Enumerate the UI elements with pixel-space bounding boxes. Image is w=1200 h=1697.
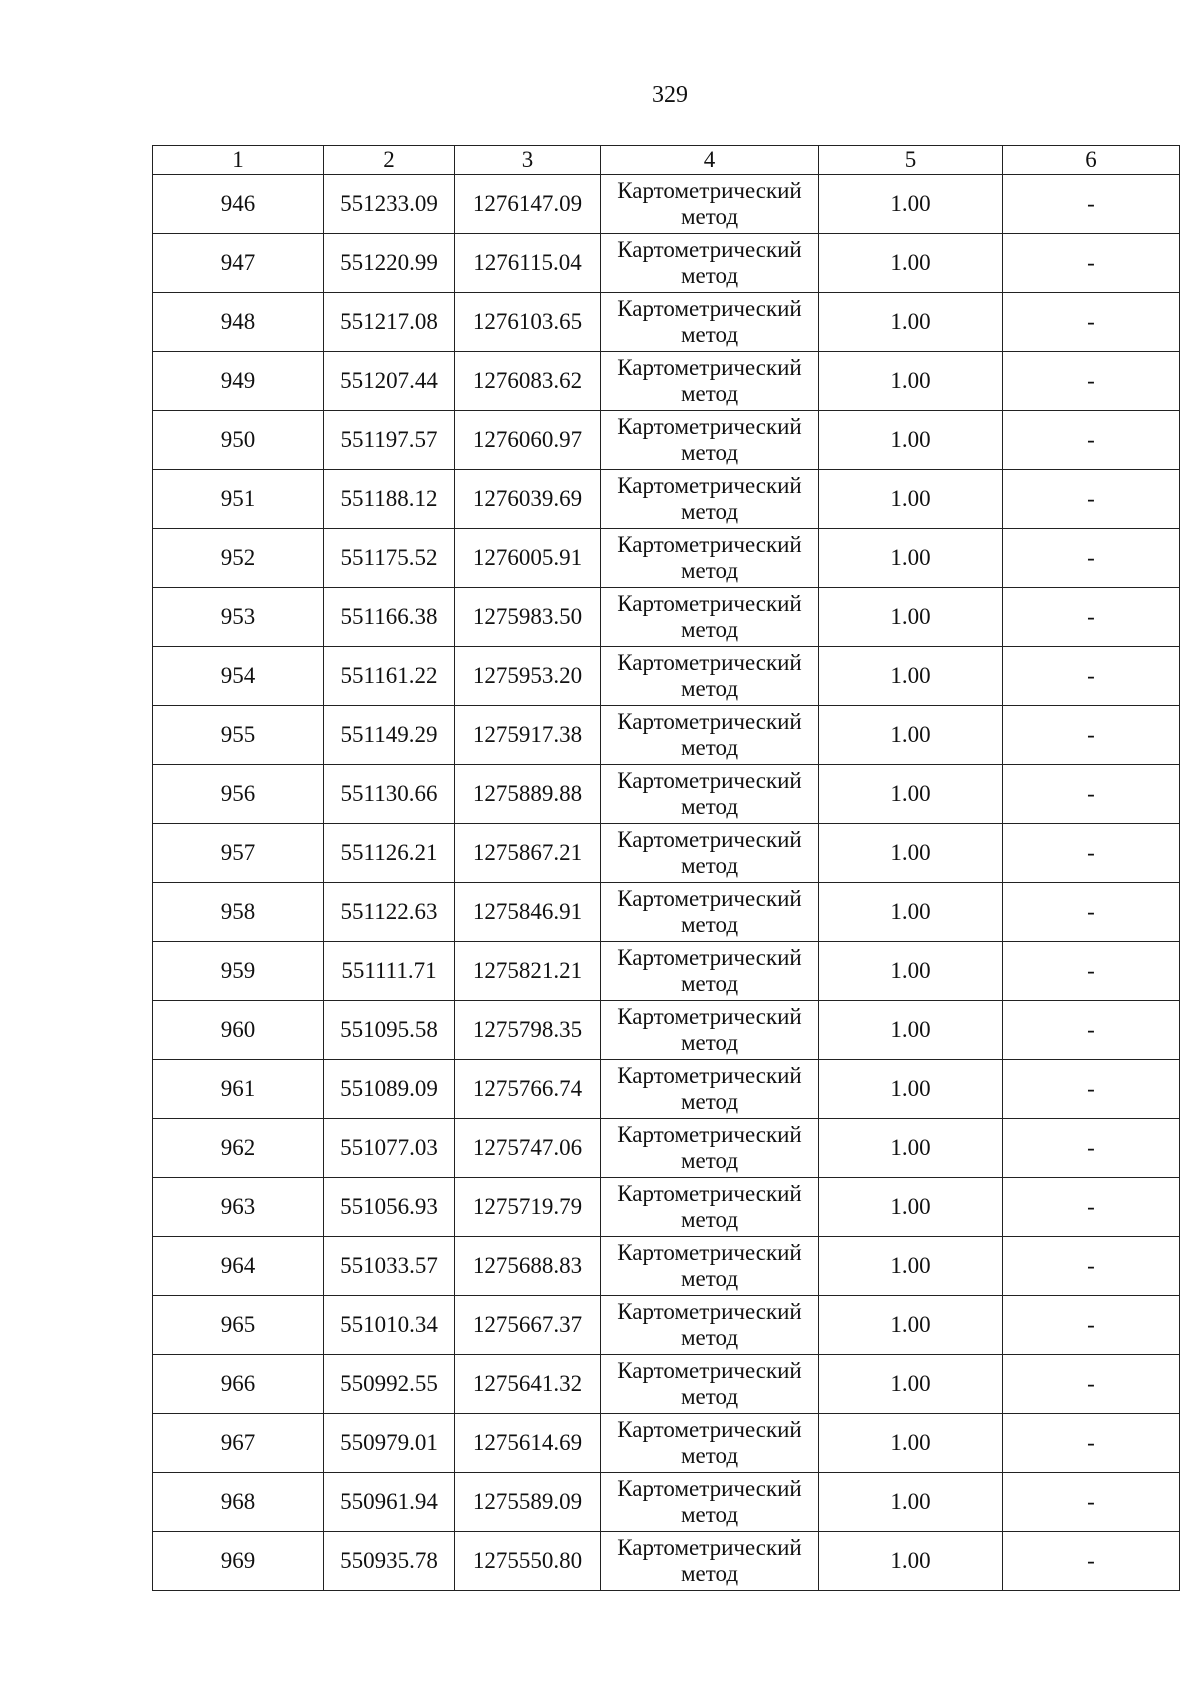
method-line-2: метод bbox=[680, 558, 739, 583]
method-line-2: метод bbox=[680, 1266, 739, 1291]
method-cell bbox=[601, 1060, 819, 1119]
table-row bbox=[153, 1060, 1180, 1119]
x-coordinate-cell: 550935.78 bbox=[324, 1532, 455, 1591]
accuracy-cell: 1.00 bbox=[819, 411, 1003, 470]
y-coordinate-cell: 1275641.32 bbox=[455, 1355, 601, 1414]
y-coordinate-cell: 1275550.80 bbox=[455, 1532, 601, 1591]
x-coordinate-cell: 551175.52 bbox=[324, 529, 455, 588]
point-number-cell: 967 bbox=[153, 1414, 324, 1473]
method-line-1: Картометрический bbox=[617, 1122, 802, 1147]
y-coordinate-cell: 1276039.69 bbox=[455, 470, 601, 529]
method-cell bbox=[601, 824, 819, 883]
y-coordinate-cell: 1275747.06 bbox=[455, 1119, 601, 1178]
table-header-row bbox=[153, 146, 1180, 175]
method-line-1: Картометрический bbox=[617, 237, 802, 262]
description-cell: - bbox=[1003, 1532, 1180, 1591]
point-number-cell: 955 bbox=[153, 706, 324, 765]
y-coordinate-cell: 1276147.09 bbox=[455, 175, 601, 234]
y-coordinate-cell: 1275589.09 bbox=[455, 1473, 601, 1532]
point-number-cell: 950 bbox=[153, 411, 324, 470]
method-line-2: метод bbox=[680, 853, 739, 878]
method-cell bbox=[601, 1237, 819, 1296]
method-cell bbox=[601, 765, 819, 824]
method-cell bbox=[601, 1532, 819, 1591]
x-coordinate-cell: 551233.09 bbox=[324, 175, 455, 234]
x-coordinate-cell: 551217.08 bbox=[324, 293, 455, 352]
x-coordinate-cell: 551095.58 bbox=[324, 1001, 455, 1060]
x-coordinate-cell: 551056.93 bbox=[324, 1178, 455, 1237]
method-cell bbox=[601, 1119, 819, 1178]
description-cell: - bbox=[1003, 1473, 1180, 1532]
point-number-cell: 951 bbox=[153, 470, 324, 529]
table-row bbox=[153, 470, 1180, 529]
description-cell: - bbox=[1003, 411, 1180, 470]
accuracy-cell: 1.00 bbox=[819, 647, 1003, 706]
point-number-cell: 952 bbox=[153, 529, 324, 588]
accuracy-cell: 1.00 bbox=[819, 1532, 1003, 1591]
method-line-1: Картометрический bbox=[617, 1240, 802, 1265]
method-line-1: Картометрический bbox=[617, 650, 802, 675]
point-number-cell: 957 bbox=[153, 824, 324, 883]
description-cell: - bbox=[1003, 1296, 1180, 1355]
table-row bbox=[153, 1001, 1180, 1060]
method-cell bbox=[601, 352, 819, 411]
x-coordinate-cell: 551166.38 bbox=[324, 588, 455, 647]
y-coordinate-cell: 1275846.91 bbox=[455, 883, 601, 942]
table-row bbox=[153, 883, 1180, 942]
method-cell bbox=[601, 883, 819, 942]
method-line-1: Картометрический bbox=[617, 296, 802, 321]
method-line-1: Картометрический bbox=[617, 1181, 802, 1206]
description-cell: - bbox=[1003, 1001, 1180, 1060]
table-row bbox=[153, 765, 1180, 824]
description-cell: - bbox=[1003, 1060, 1180, 1119]
method-line-1: Картометрический bbox=[617, 709, 802, 734]
column-header-6: 6 bbox=[1003, 146, 1180, 175]
description-cell: - bbox=[1003, 529, 1180, 588]
accuracy-cell: 1.00 bbox=[819, 1001, 1003, 1060]
method-cell bbox=[601, 1473, 819, 1532]
y-coordinate-cell: 1275821.21 bbox=[455, 942, 601, 1001]
table-row bbox=[153, 1414, 1180, 1473]
x-coordinate-cell: 550979.01 bbox=[324, 1414, 455, 1473]
table-row bbox=[153, 1355, 1180, 1414]
method-line-1: Картометрический bbox=[617, 1476, 802, 1501]
method-line-2: метод bbox=[680, 676, 739, 701]
description-cell: - bbox=[1003, 234, 1180, 293]
method-line-2: метод bbox=[680, 1325, 739, 1350]
x-coordinate-cell: 551077.03 bbox=[324, 1119, 455, 1178]
method-line-1: Картометрический bbox=[617, 473, 802, 498]
method-line-1: Картометрический bbox=[617, 1535, 802, 1560]
method-line-2: метод bbox=[680, 912, 739, 937]
x-coordinate-cell: 551089.09 bbox=[324, 1060, 455, 1119]
column-header-4: 4 bbox=[601, 146, 819, 175]
point-number-cell: 968 bbox=[153, 1473, 324, 1532]
accuracy-cell: 1.00 bbox=[819, 1178, 1003, 1237]
method-cell bbox=[601, 529, 819, 588]
method-cell bbox=[601, 1178, 819, 1237]
x-coordinate-cell: 551130.66 bbox=[324, 765, 455, 824]
accuracy-cell: 1.00 bbox=[819, 352, 1003, 411]
method-line-1: Картометрический bbox=[617, 886, 802, 911]
method-line-1: Картометрический bbox=[617, 827, 802, 852]
method-cell bbox=[601, 175, 819, 234]
point-number-cell: 963 bbox=[153, 1178, 324, 1237]
x-coordinate-cell: 551207.44 bbox=[324, 352, 455, 411]
point-number-cell: 949 bbox=[153, 352, 324, 411]
x-coordinate-cell: 551161.22 bbox=[324, 647, 455, 706]
table-row bbox=[153, 411, 1180, 470]
method-line-2: метод bbox=[680, 1148, 739, 1173]
method-cell bbox=[601, 1414, 819, 1473]
method-line-2: метод bbox=[680, 735, 739, 760]
table-row bbox=[153, 1119, 1180, 1178]
table-row bbox=[153, 1473, 1180, 1532]
accuracy-cell: 1.00 bbox=[819, 1237, 1003, 1296]
table-row bbox=[153, 529, 1180, 588]
accuracy-cell: 1.00 bbox=[819, 529, 1003, 588]
y-coordinate-cell: 1275917.38 bbox=[455, 706, 601, 765]
x-coordinate-cell: 551033.57 bbox=[324, 1237, 455, 1296]
method-line-2: метод bbox=[680, 794, 739, 819]
description-cell: - bbox=[1003, 942, 1180, 1001]
description-cell: - bbox=[1003, 470, 1180, 529]
y-coordinate-cell: 1276060.97 bbox=[455, 411, 601, 470]
method-line-1: Картометрический bbox=[617, 1299, 802, 1324]
accuracy-cell: 1.00 bbox=[819, 293, 1003, 352]
method-line-1: Картометрический bbox=[617, 1417, 802, 1442]
description-cell: - bbox=[1003, 824, 1180, 883]
point-number-cell: 959 bbox=[153, 942, 324, 1001]
description-cell: - bbox=[1003, 588, 1180, 647]
accuracy-cell: 1.00 bbox=[819, 1473, 1003, 1532]
column-header-5: 5 bbox=[819, 146, 1003, 175]
method-line-1: Картометрический bbox=[617, 355, 802, 380]
point-number-cell: 948 bbox=[153, 293, 324, 352]
point-number-cell: 954 bbox=[153, 647, 324, 706]
table-row bbox=[153, 1532, 1180, 1591]
table-row bbox=[153, 175, 1180, 234]
accuracy-cell: 1.00 bbox=[819, 1355, 1003, 1414]
point-number-cell: 966 bbox=[153, 1355, 324, 1414]
description-cell: - bbox=[1003, 706, 1180, 765]
description-cell: - bbox=[1003, 175, 1180, 234]
x-coordinate-cell: 551010.34 bbox=[324, 1296, 455, 1355]
description-cell: - bbox=[1003, 352, 1180, 411]
x-coordinate-cell: 551126.21 bbox=[324, 824, 455, 883]
description-cell: - bbox=[1003, 1355, 1180, 1414]
point-number-cell: 962 bbox=[153, 1119, 324, 1178]
table-row bbox=[153, 706, 1180, 765]
method-line-2: метод bbox=[680, 1089, 739, 1114]
table-row bbox=[153, 293, 1180, 352]
table-row bbox=[153, 942, 1180, 1001]
method-line-2: метод bbox=[680, 322, 739, 347]
method-line-2: метод bbox=[680, 1561, 739, 1586]
method-line-1: Картометрический bbox=[617, 178, 802, 203]
method-cell bbox=[601, 470, 819, 529]
point-number-cell: 961 bbox=[153, 1060, 324, 1119]
point-number-cell: 947 bbox=[153, 234, 324, 293]
table-body bbox=[153, 175, 1180, 1591]
accuracy-cell: 1.00 bbox=[819, 1414, 1003, 1473]
method-line-2: метод bbox=[680, 263, 739, 288]
accuracy-cell: 1.00 bbox=[819, 470, 1003, 529]
y-coordinate-cell: 1276115.04 bbox=[455, 234, 601, 293]
method-cell bbox=[601, 234, 819, 293]
description-cell: - bbox=[1003, 647, 1180, 706]
description-cell: - bbox=[1003, 1119, 1180, 1178]
point-number-cell: 956 bbox=[153, 765, 324, 824]
y-coordinate-cell: 1275688.83 bbox=[455, 1237, 601, 1296]
method-line-2: метод bbox=[680, 1384, 739, 1409]
point-number-cell: 953 bbox=[153, 588, 324, 647]
method-line-1: Картометрический bbox=[617, 1004, 802, 1029]
method-line-1: Картометрический bbox=[617, 414, 802, 439]
method-line-1: Картометрический bbox=[617, 532, 802, 557]
column-header-3: 3 bbox=[455, 146, 601, 175]
table-row bbox=[153, 1178, 1180, 1237]
method-cell bbox=[601, 1296, 819, 1355]
page-number: 329 bbox=[652, 82, 688, 108]
point-number-cell: 960 bbox=[153, 1001, 324, 1060]
y-coordinate-cell: 1275953.20 bbox=[455, 647, 601, 706]
method-line-1: Картометрический bbox=[617, 1358, 802, 1383]
y-coordinate-cell: 1275667.37 bbox=[455, 1296, 601, 1355]
table-row bbox=[153, 352, 1180, 411]
method-line-1: Картометрический bbox=[617, 945, 802, 970]
y-coordinate-cell: 1275719.79 bbox=[455, 1178, 601, 1237]
method-cell bbox=[601, 706, 819, 765]
method-line-2: метод bbox=[680, 1030, 739, 1055]
method-cell bbox=[601, 293, 819, 352]
table-row bbox=[153, 1237, 1180, 1296]
description-cell: - bbox=[1003, 883, 1180, 942]
method-line-1: Картометрический bbox=[617, 591, 802, 616]
accuracy-cell: 1.00 bbox=[819, 588, 1003, 647]
description-cell: - bbox=[1003, 293, 1180, 352]
point-number-cell: 969 bbox=[153, 1532, 324, 1591]
description-cell: - bbox=[1003, 765, 1180, 824]
description-cell: - bbox=[1003, 1237, 1180, 1296]
method-line-2: метод bbox=[680, 204, 739, 229]
point-number-cell: 946 bbox=[153, 175, 324, 234]
method-line-2: метод bbox=[680, 617, 739, 642]
point-number-cell: 965 bbox=[153, 1296, 324, 1355]
y-coordinate-cell: 1275867.21 bbox=[455, 824, 601, 883]
table-row bbox=[153, 234, 1180, 293]
accuracy-cell: 1.00 bbox=[819, 175, 1003, 234]
x-coordinate-cell: 550992.55 bbox=[324, 1355, 455, 1414]
x-coordinate-cell: 551197.57 bbox=[324, 411, 455, 470]
table-row bbox=[153, 647, 1180, 706]
table-row bbox=[153, 824, 1180, 883]
method-cell bbox=[601, 1001, 819, 1060]
accuracy-cell: 1.00 bbox=[819, 1119, 1003, 1178]
method-line-2: метод bbox=[680, 1207, 739, 1232]
method-cell bbox=[601, 411, 819, 470]
y-coordinate-cell: 1275766.74 bbox=[455, 1060, 601, 1119]
x-coordinate-cell: 550961.94 bbox=[324, 1473, 455, 1532]
method-line-1: Картометрический bbox=[617, 1063, 802, 1088]
description-cell: - bbox=[1003, 1178, 1180, 1237]
method-line-2: метод bbox=[680, 381, 739, 406]
coordinates-table bbox=[152, 145, 1180, 1591]
y-coordinate-cell: 1275614.69 bbox=[455, 1414, 601, 1473]
accuracy-cell: 1.00 bbox=[819, 942, 1003, 1001]
method-cell bbox=[601, 942, 819, 1001]
method-line-2: метод bbox=[680, 971, 739, 996]
point-number-cell: 964 bbox=[153, 1237, 324, 1296]
y-coordinate-cell: 1275889.88 bbox=[455, 765, 601, 824]
method-line-2: метод bbox=[680, 1443, 739, 1468]
x-coordinate-cell: 551188.12 bbox=[324, 470, 455, 529]
accuracy-cell: 1.00 bbox=[819, 706, 1003, 765]
accuracy-cell: 1.00 bbox=[819, 1296, 1003, 1355]
table-row bbox=[153, 588, 1180, 647]
column-header-2: 2 bbox=[324, 146, 455, 175]
y-coordinate-cell: 1276103.65 bbox=[455, 293, 601, 352]
method-line-2: метод bbox=[680, 1502, 739, 1527]
x-coordinate-cell: 551220.99 bbox=[324, 234, 455, 293]
method-line-2: метод bbox=[680, 499, 739, 524]
y-coordinate-cell: 1275798.35 bbox=[455, 1001, 601, 1060]
x-coordinate-cell: 551122.63 bbox=[324, 883, 455, 942]
accuracy-cell: 1.00 bbox=[819, 1060, 1003, 1119]
table-row bbox=[153, 1296, 1180, 1355]
method-cell bbox=[601, 588, 819, 647]
method-cell bbox=[601, 1355, 819, 1414]
y-coordinate-cell: 1276083.62 bbox=[455, 352, 601, 411]
method-cell bbox=[601, 647, 819, 706]
accuracy-cell: 1.00 bbox=[819, 234, 1003, 293]
description-cell: - bbox=[1003, 1414, 1180, 1473]
point-number-cell: 958 bbox=[153, 883, 324, 942]
method-line-2: метод bbox=[680, 440, 739, 465]
accuracy-cell: 1.00 bbox=[819, 765, 1003, 824]
column-header-1: 1 bbox=[153, 146, 324, 175]
method-line-1: Картометрический bbox=[617, 768, 802, 793]
accuracy-cell: 1.00 bbox=[819, 824, 1003, 883]
accuracy-cell: 1.00 bbox=[819, 883, 1003, 942]
y-coordinate-cell: 1276005.91 bbox=[455, 529, 601, 588]
y-coordinate-cell: 1275983.50 bbox=[455, 588, 601, 647]
x-coordinate-cell: 551149.29 bbox=[324, 706, 455, 765]
x-coordinate-cell: 551111.71 bbox=[324, 942, 455, 1001]
